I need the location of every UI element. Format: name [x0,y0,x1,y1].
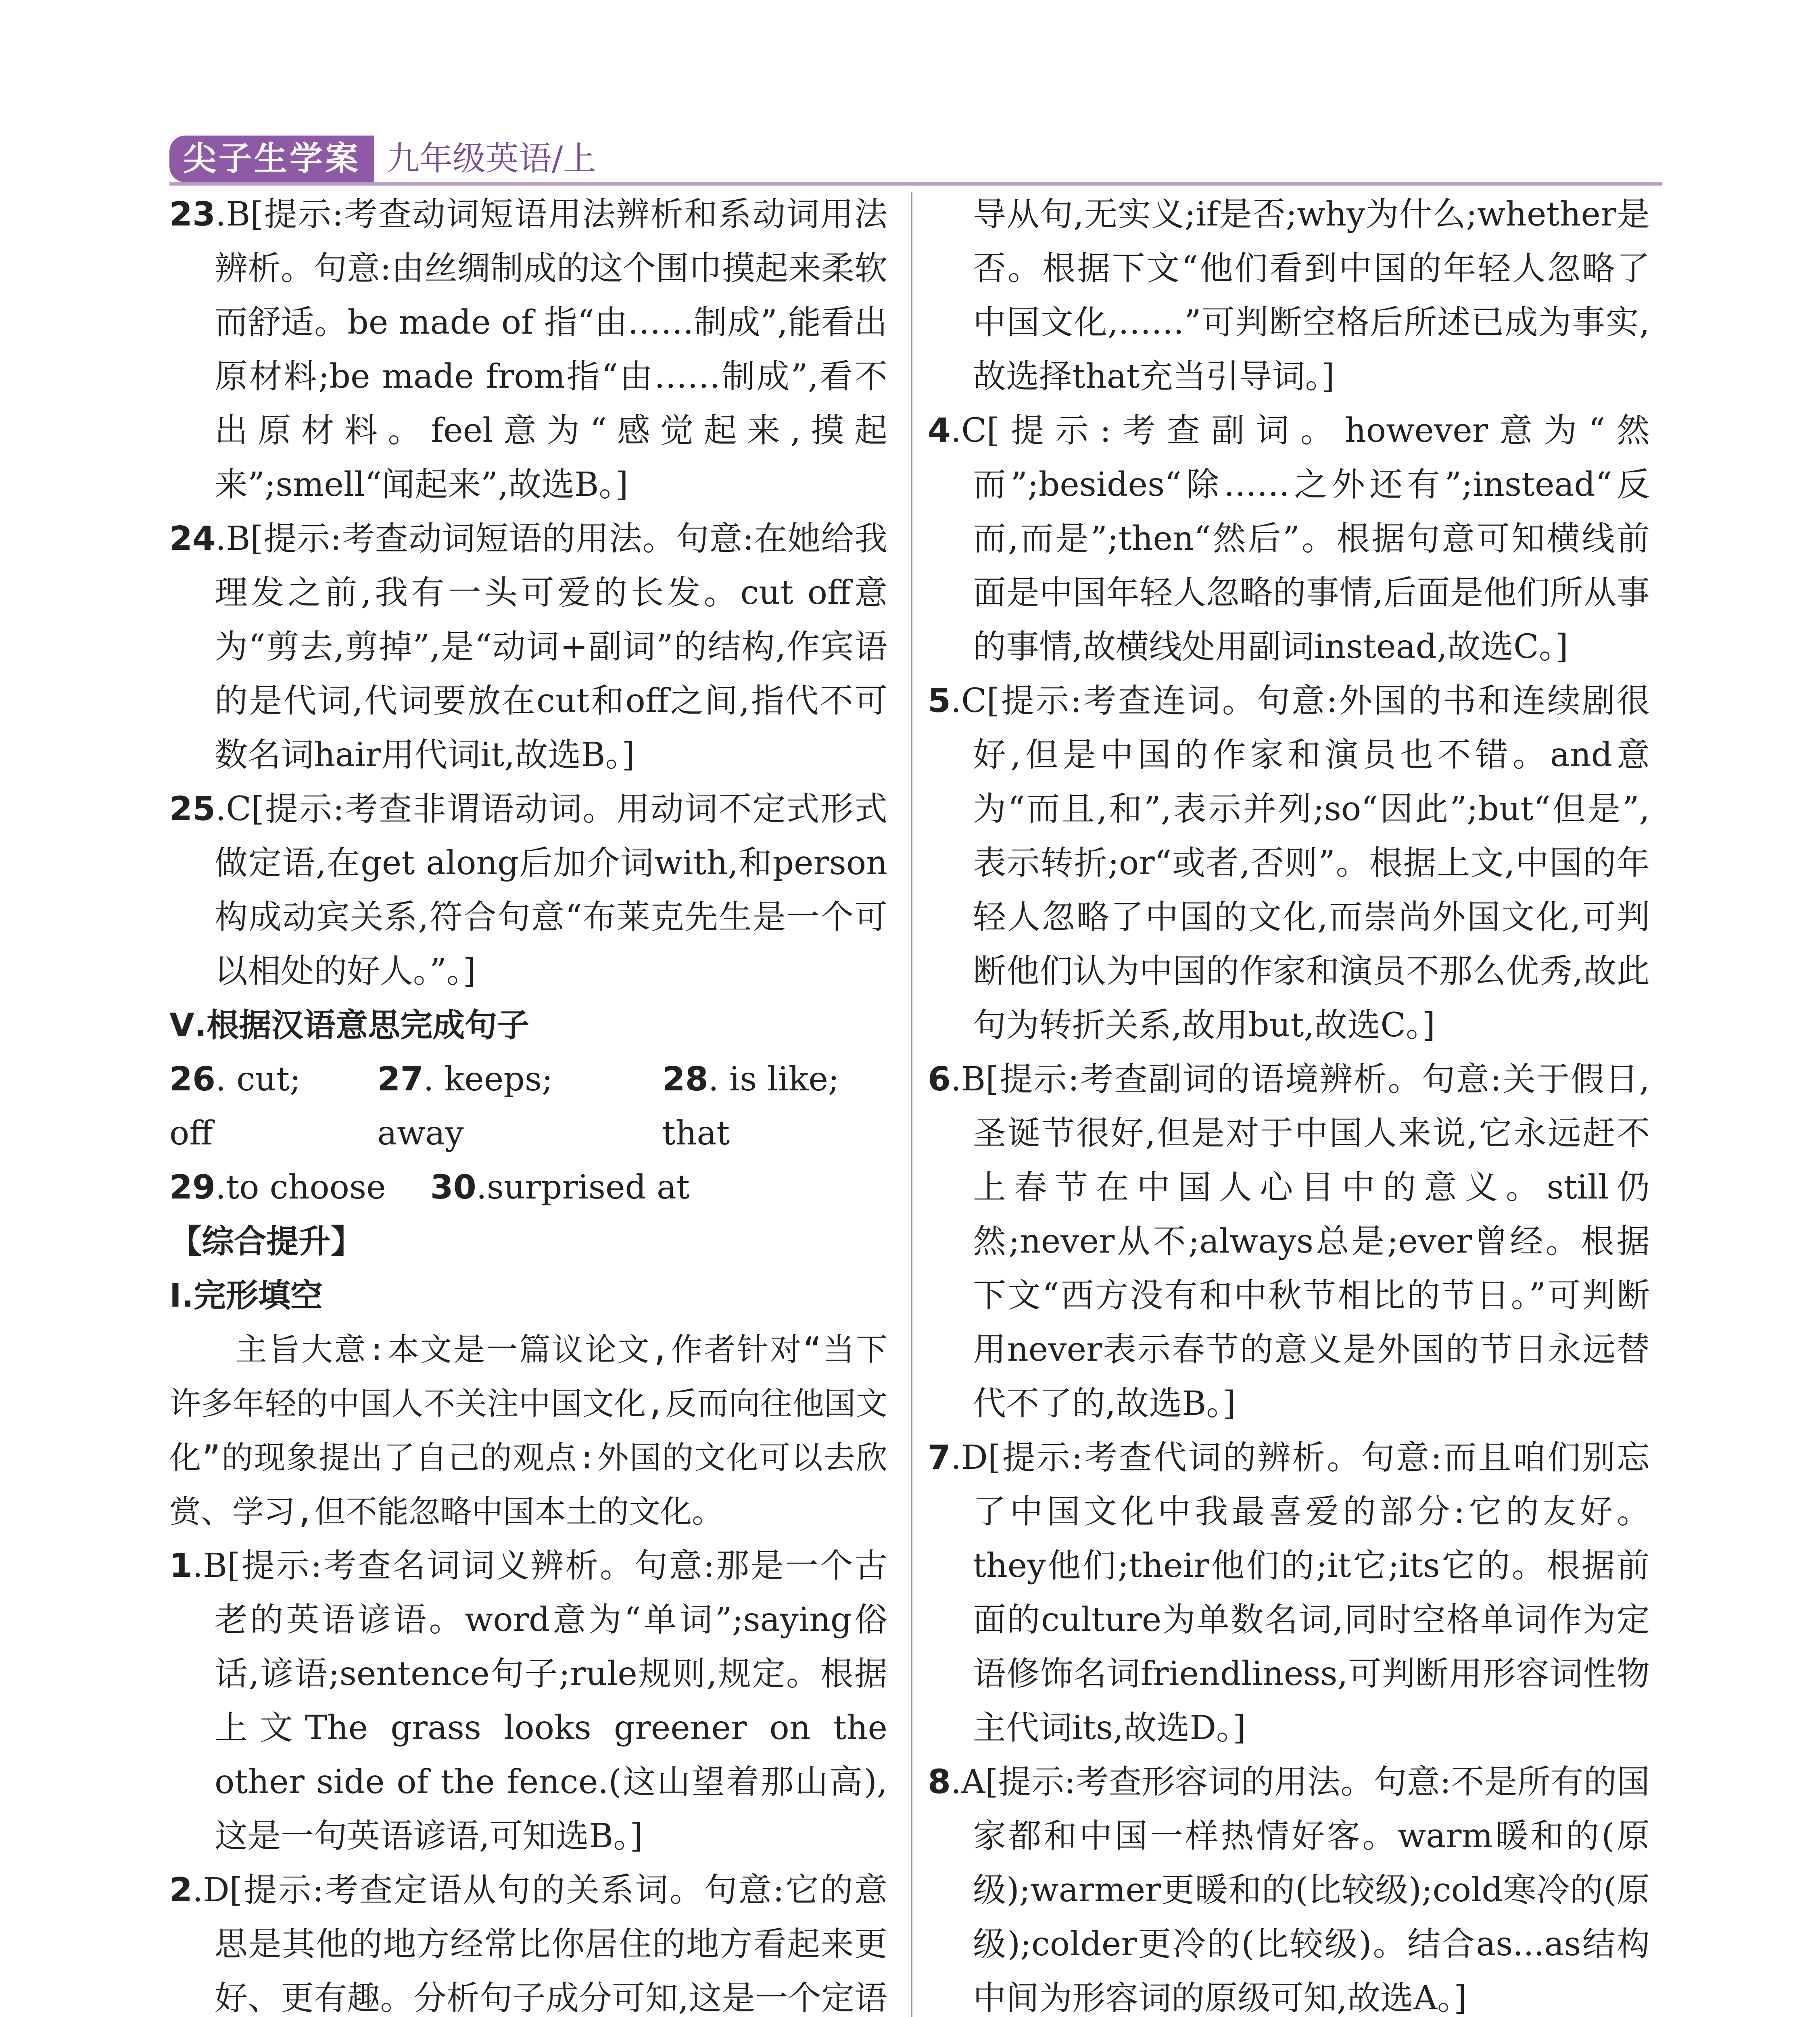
item-number: 1 [169,1547,193,1585]
section-heading: 【综合提升】 [169,1223,363,1260]
answer-text: .to choose [215,1168,386,1207]
item-number: 7 [928,1439,951,1477]
short-answers-row [169,1161,887,1215]
section-heading: Ⅴ.根据汉语意思完成句子 [169,1006,530,1044]
item-text: .B[提示:考查副词的语境辨析。句意:关于假日,圣诞节很好,但是对于中国人来说,它永远赶不上春节在中国人心目中的意义。still仍然;never从不;always总是;ever曾经。根据下文“西方没有和中秋节相比的节日。”可判断用never表示春节的意义是外国的节日永远替代不了的,故选B。] [951,1060,1650,1423]
item-number: 4 [928,411,951,450]
item-text: .D[提示:考查定语从句的关系词。句意:它的意思是其他的地方经常比你居住的地方看起来更好、更有趣。分析句子成分可知,这是一个定语 [192,1871,887,2017]
item-number: 5 [928,682,951,720]
main-idea-summary: 主旨大意:本文是一篇议论文,作者针对“当下许多年轻的中国人不关注中国文化,反而向往他国文化”的现象提出了自己的观点:外国的文化可以去欣赏、学习,但不能忽略中国本土的文化。 [169,1332,887,1530]
answer-item [169,1539,887,1863]
short-answer [377,1052,618,1161]
answer-item [169,188,887,512]
item-number: 30 [430,1168,476,1207]
item-number: 6 [928,1060,951,1098]
answer-text: .surprised at [476,1168,690,1207]
short-answer [430,1161,690,1215]
item-number: 28 [662,1060,708,1098]
item-text: .D[提示:考查代词的辨析。句意:而且咱们别忘了中国文化中我最喜爱的部分:它的友好。they他们;their他们的;it它;its它的。根据前面的culture为单数名词,同时空格单词作为定语修饰名词friendliness,可判断用形容词性物主代词its,故选D。] [951,1439,1650,1747]
answer-item [928,674,1650,1052]
short-answer [169,1161,386,1215]
answer-item [169,1863,887,2017]
answer-item [928,1755,1650,2017]
series-brand: 尖子生学案 [169,136,374,182]
answer-text: . keeps; away [377,1060,553,1153]
answer-item [928,404,1650,674]
header-divider [169,182,1662,186]
item-number: 26 [169,1060,216,1098]
page-header [169,136,596,182]
item-number: 8 [928,1763,951,1801]
item-text: .B[提示:考查名词词义辨析。句意:那是一个古老的英语谚语。word意为“单词”;saying俗话,谚语;sentence句子;rule规则,规定。根据上文The grass looks greener on the other side of the fence.(这山望着那山高),这是一句英语谚语,可知选B。] [192,1547,887,1855]
subject-title: 九年级英语/上 [386,140,596,178]
answer-item [928,1431,1650,1755]
item-text: .B[提示:考查动词短语的用法。句意:在她给我理发之前,我有一头可爱的长发。cut off意为“剪去,剪掉”,是“动词+副词”的结构,作宾语的是代词,代词要放在cut和off之间,指代不可数名词hair用代词it,故选B。] [215,520,887,774]
short-answer [169,1052,333,1161]
answer-item [169,782,887,998]
item-text: .C[提示:考查非谓语动词。用动词不定式形式做定语,在get along后加介词with,和person构成动宾关系,符合句意“布莱克先生是一个可以相处的好人。”。] [215,790,887,990]
item-number: 2 [169,1871,193,1909]
section-heading: Ⅰ.完形填空 [169,1277,323,1314]
item-number: 25 [169,790,216,828]
item-text: .C[提示:考查连词。句意:外国的书和连续剧很好,但是中国的作家和演员也不错。and意为“而且,和”,表示并列;so“因此”;but“但是”,表示转折;or“或者,否则”。根据上文,中国的年轻人忽略了中国的文化,而崇尚外国文化,可判断他们认为中国的作家和演员不那么优秀,故此句为转折关系,故用but,故选C。] [951,682,1650,1044]
item-number: 27 [377,1060,424,1098]
item-number: 23 [169,195,216,234]
answer-text: . is like; that [662,1060,839,1153]
short-answer [662,1052,887,1161]
item-text: .A[提示:考查形容词的用法。句意:不是所有的国家都和中国一样热情好客。warm暖和的(原级);warmer更暖和的(比较级);cold寒冷的(原级);colder更冷的(比较级)。结合as...as结构中间为形容词的原级可知,故选A。] [951,1763,1650,2017]
answer-text: . cut; off [169,1060,301,1153]
item-number: 29 [169,1168,216,1207]
item-number: 24 [169,520,216,558]
answer-item [928,1052,1650,1431]
column-divider [911,192,912,2017]
answer-item [169,512,887,782]
right-column [928,188,1650,2017]
left-column [169,188,887,2017]
item-text: .C[提示:考查副词。however意为“然而”;besides“除……之外还有”;instead“反而,而是”;then“然后”。根据句意可知横线前面是中国年轻人忽略的事情,后面是他们所从事的事情,故横线处用副词instead,故选C。] [951,411,1650,666]
short-answers-row [169,1052,887,1161]
item-text: .B[提示:考查动词短语用法辨析和系动词用法辨析。句意:由丝绸制成的这个围巾摸起来柔软而舒适。be made of 指“由……制成”,能看出原材料;be made from指“由……制成”,看不出原材料。feel意为“感觉起来,摸起来”;smell“闻起来”,故选B。] [215,195,887,504]
continued-text: 导从句,无实义;if是否;why为什么;whether是否。根据下文“他们看到中国的年轻人忽略了中国文化,……”可判断空格后所述已成为事实,故选择that充当引导词。] [973,195,1650,396]
